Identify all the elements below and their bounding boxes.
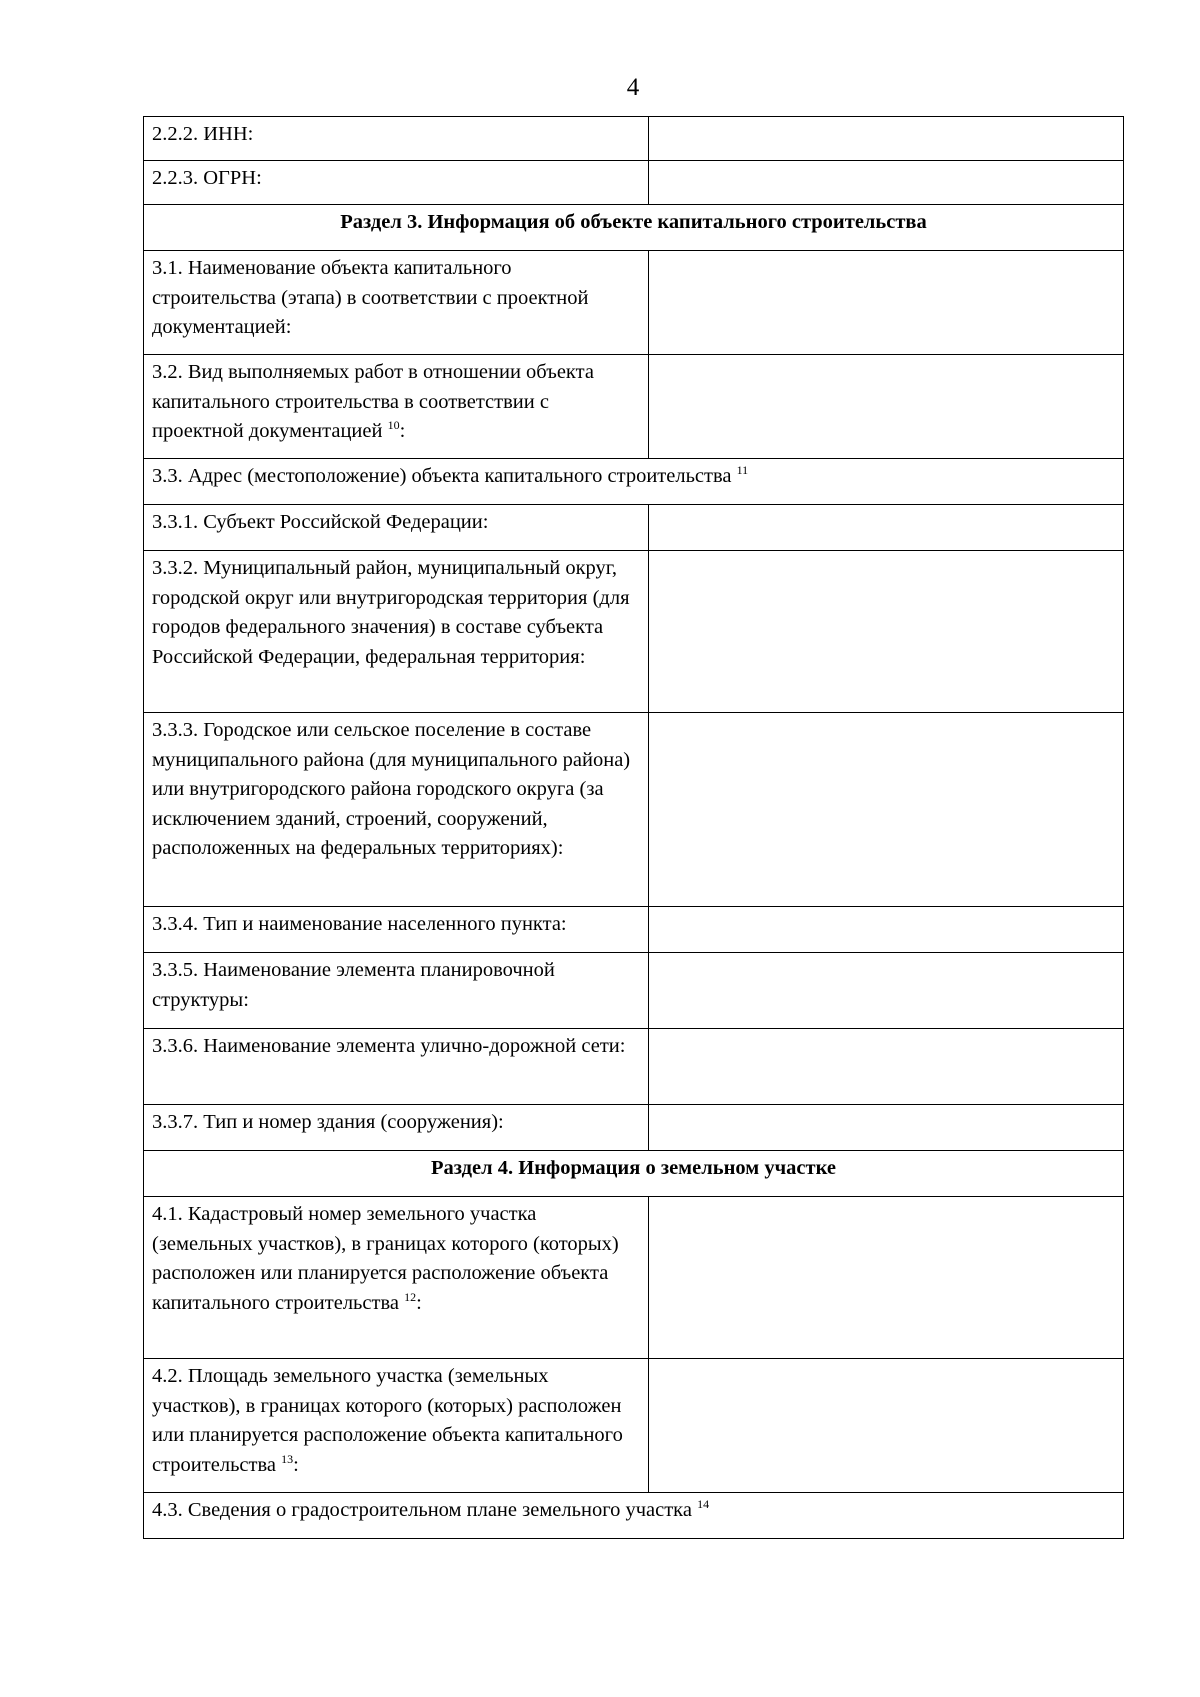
locality-label: 3.3.4. Тип и наименование населенного пункта: (144, 907, 649, 953)
inn-label: 2.2.2. ИНН: (144, 117, 649, 161)
row-4-1 (144, 1197, 1124, 1359)
land-area-field[interactable] (649, 1359, 1124, 1493)
row-3-3-1 (144, 505, 1124, 551)
work-type-field[interactable] (649, 355, 1124, 459)
land-area-label: 4.2. Площадь земельного участка (земельных участков), в границах которого (которых) расположен или планируется расположение объекта капитального строительства (152, 1365, 623, 1476)
work-type-label: 3.2. Вид выполняемых работ в отношении объекта капитального строительства в соответствии с проектной документацией (152, 361, 594, 442)
settlement-field[interactable] (649, 713, 1124, 907)
section-4-title: Раздел 4. Информация о земельном участке (144, 1151, 1124, 1197)
cadastral-number-label-cell (144, 1197, 649, 1359)
footnote-11: 11 (736, 463, 749, 477)
municipal-district-label: 3.3.2. Муниципальный район, муниципальный округ, городской округ или внутригородская территория (для городов федерального значения) в составе субъекта Российской Федерации, федеральная территория: (144, 551, 649, 713)
row-3-1 (144, 251, 1124, 355)
row-ogrn (144, 161, 1124, 205)
federal-subject-field[interactable] (649, 505, 1124, 551)
row-3-3 (144, 459, 1124, 505)
row-section-3-header (144, 205, 1124, 251)
work-type-colon: : (399, 420, 406, 442)
object-address-label-cell (144, 459, 1124, 505)
street-element-label: 3.3.6. Наименование элемента улично-дорожной сети: (144, 1029, 649, 1105)
land-area-label-cell (144, 1359, 649, 1493)
federal-subject-label: 3.3.1. Субъект Российской Федерации: (144, 505, 649, 551)
object-address-label: 3.3. Адрес (местоположение) объекта капитального строительства (152, 465, 732, 487)
row-3-2 (144, 355, 1124, 459)
building-number-label: 3.3.7. Тип и номер здания (сооружения): (144, 1105, 649, 1151)
urban-plan-label: 4.3. Сведения о градостроительном плане земельного участка (152, 1499, 692, 1521)
footnote-13: 13 (281, 1451, 294, 1466)
capital-object-name-label: 3.1. Наименование объекта капитального строительства (этапа) в соответствии с проектной документацией: (144, 251, 649, 355)
inn-value-field[interactable] (649, 117, 1124, 161)
page-number: 4 (626, 74, 640, 101)
row-3-3-5 (144, 953, 1124, 1029)
footnote-10: 10 (387, 418, 400, 432)
row-3-3-4 (144, 907, 1124, 953)
section-3-title: Раздел 3. Информация об объекте капитального строительства (144, 205, 1124, 251)
cadastral-number-field[interactable] (649, 1197, 1124, 1359)
land-area-colon: : (293, 1453, 299, 1476)
footnote-14: 14 (697, 1497, 710, 1511)
footnote-12: 12 (404, 1289, 417, 1304)
application-form-table (143, 116, 1124, 1539)
settlement-label: 3.3.3. Городское или сельское поселение в составе муниципального района (для муниципального района) или внутригородского района городского округа (за исключением зданий, строений, сооружений, расположенных на федеральных территориях): (144, 713, 649, 907)
locality-field[interactable] (649, 907, 1124, 953)
planning-element-label: 3.3.5. Наименование элемента планировочной структуры: (144, 953, 649, 1029)
street-element-field[interactable] (649, 1029, 1124, 1105)
capital-object-name-field[interactable] (649, 251, 1124, 355)
row-inn (144, 117, 1124, 161)
row-3-3-7 (144, 1105, 1124, 1151)
ogrn-value-field[interactable] (649, 161, 1124, 205)
municipal-district-field[interactable] (649, 551, 1124, 713)
planning-element-field[interactable] (649, 953, 1124, 1029)
row-section-4-header (144, 1151, 1124, 1197)
row-4-3 (144, 1493, 1124, 1539)
cadastral-number-colon: : (416, 1291, 422, 1314)
cadastral-number-label: 4.1. Кадастровый номер земельного участка (земельных участков), в границах которого (которых) расположен или планируется расположение объекта капитального строительства (152, 1203, 619, 1314)
work-type-label-cell (144, 355, 649, 459)
row-3-3-2 (144, 551, 1124, 713)
row-3-3-6 (144, 1029, 1124, 1105)
row-3-3-3 (144, 713, 1124, 907)
urban-plan-label-cell (144, 1493, 1124, 1539)
building-number-field[interactable] (649, 1105, 1124, 1151)
row-4-2 (144, 1359, 1124, 1493)
ogrn-label: 2.2.3. ОГРН: (144, 161, 649, 205)
